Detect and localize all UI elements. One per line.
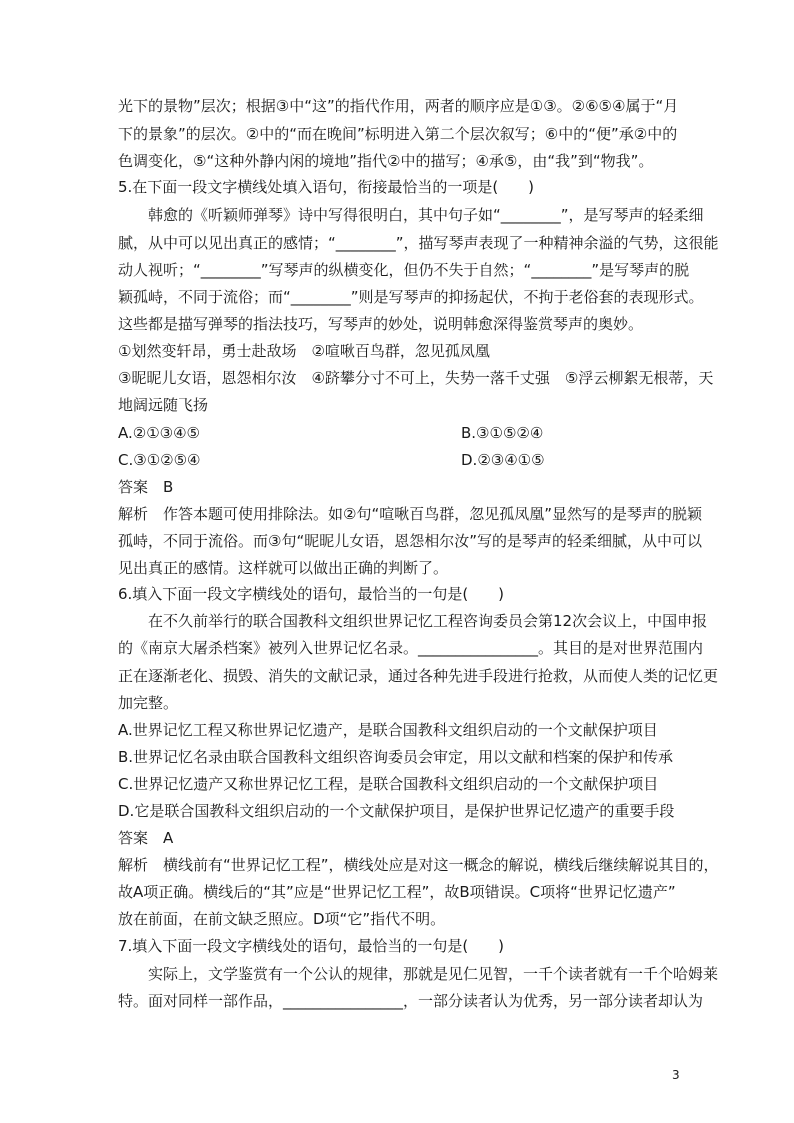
- option-a: A.②①③④⑤: [118, 424, 201, 442]
- text-line: 实际上，文学鉴赏有一个公认的规律，那就是见仁见智，一千个读者就有一千个哈姆莱: [148, 965, 719, 983]
- option-c: C.③①②⑤④: [118, 451, 201, 469]
- option-b: B.③①⑤②④: [461, 424, 544, 442]
- text-line: 下的景象”的层次。②中的“而在晚间”标明进入第二个层次叙写；⑥中的“便”承②中的: [118, 125, 678, 143]
- option-d: D.②③④①⑤: [461, 451, 545, 469]
- text-line: 孤峙，不同于流俗。而③句“昵昵儿女语，恩怨相尔汝”写的是琴声的轻柔细腻，从中可以: [118, 532, 702, 550]
- text-line: 动人视听；“________”写琴声的纵横变化，但仍不失于自然；“________”是写琴声的脱: [118, 261, 690, 279]
- option-line: A.世界记忆工程又称世界记忆遗产，是联合国教科文组织启动的一个文献保护项目: [118, 721, 658, 739]
- text-line: 正在逐渐老化、损毁、消失的文献记录，通过各种先进手段进行抢救，从而使人类的记忆更: [118, 667, 719, 685]
- text-line: 见出真正的感情。这样就可以做出正确的判断了。: [118, 559, 449, 577]
- analysis-line: 解析 横线前有“世界记忆工程”，横线处应是对这一概念的解说，横线后继续解说其目的，: [118, 856, 719, 874]
- text-line: 光下的景物”层次；根据③中“这”的指代作用，两者的顺序应是①③。②⑥⑤④属于“月: [118, 97, 679, 115]
- answer-line: 答案 A: [118, 829, 174, 847]
- option-row: [118, 423, 688, 443]
- text-line: 韩愈的《听颖师弹琴》诗中写得很明白，其中句子如“________”，是写琴声的轻柔细: [148, 206, 704, 224]
- option-line: D.它是联合国教科文组织启动的一个文献保护项目，是保护世界记忆遗产的重要手段: [118, 802, 675, 820]
- text-line: 加完整。: [118, 694, 179, 712]
- text-line: ③昵昵儿女语，恩怨相尔汝 ④跻攀分寸不可上，失势一落千丈强 ⑤浮云柳絮无根蒂，天: [118, 369, 714, 387]
- option-row: [118, 450, 688, 470]
- text-line: 地阔远随飞扬: [118, 396, 209, 414]
- text-line: ①划然变轩昂，勇士赴敌场 ②喧啾百鸟群，忽见孤凤凰: [118, 342, 490, 360]
- text-line: 色调变化，⑤“这种外静内闲的境地”指代②中的描写；④承⑤，由“我”到“物我”。: [118, 152, 654, 170]
- question-5-stem: 5.在下面一段文字横线处填入语句，衔接最恰当的一项是( ): [118, 178, 535, 196]
- option-line: B.世界记忆名录由联合国教科文组织咨询委员会审定，用以文献和档案的保护和传承: [118, 748, 674, 766]
- text-line: 腻，从中可以见出真正的感情；“________”，描写琴声表现了一种精神余溢的气势，这很能: [118, 234, 719, 252]
- question-7-stem: 7.填入下面一段文字横线处的语句，最恰当的一句是( ): [118, 937, 505, 955]
- question-6-stem: 6.填入下面一段文字横线处的语句，最恰当的一句是( ): [118, 585, 505, 603]
- text-line: 放在前面，在前文缺乏照应。D项“它”指代不明。: [118, 910, 446, 928]
- option-line: C.世界记忆遗产又称世界记忆工程，是联合国教科文组织启动的一个文献保护项目: [118, 775, 659, 793]
- text-line: 颖孤峙，不同于流俗；而“________”则是写琴声的抑扬起伏，不拘于老俗套的表现形式。: [118, 288, 704, 306]
- page-number: 3: [672, 1068, 680, 1082]
- analysis-line: 解析 作答本题可使用排除法。如②句“喧啾百鸟群，忽见孤凤凰”显然写的是琴声的脱颖: [118, 505, 702, 523]
- text-line: 在不久前举行的联合国教科文组织世界记忆工程咨询委员会第12次会议上，中国申报: [148, 612, 708, 630]
- answer-line: 答案 B: [118, 478, 174, 496]
- text-line: 故A项正确。横线后的“其”应是“世界记忆工程”，故B项错误。C项将“世界记忆遗产”: [118, 883, 676, 901]
- text-line: 特。面对同样一部作品，________________，一部分读者认为优秀，另一部分读者却认为: [118, 992, 704, 1010]
- text-line: 这些都是描写弹琴的指法技巧，写琴声的妙处，说明韩愈深得鉴赏琴声的奥妙。: [118, 315, 644, 333]
- text-line: 的《南京大屠杀档案》被列入世界记忆名录。________________。其目的是对世界范围内: [118, 639, 704, 657]
